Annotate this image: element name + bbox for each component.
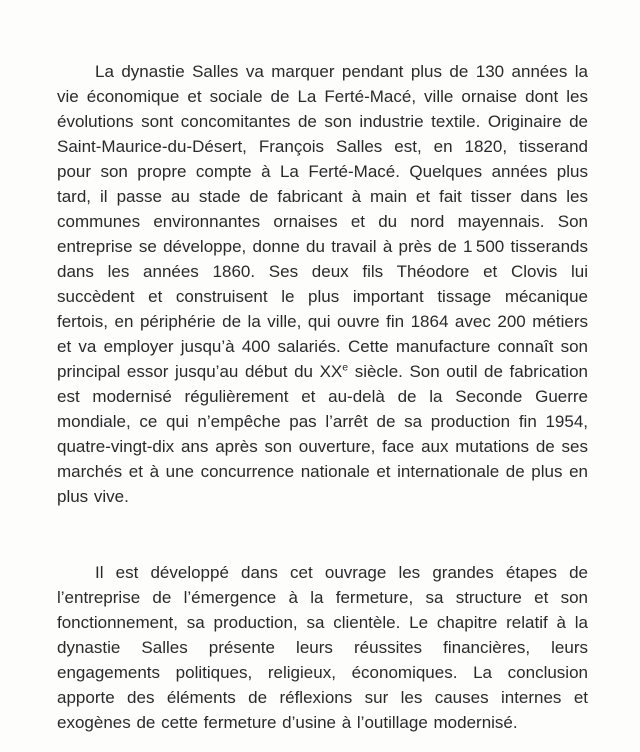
- paragraph-book-summary: Il est développé dans cet ouvrage les grandes étapes de l’entreprise de l’émergence à la fermeture, sa structure et son fonctionnement, sa production, sa clientèle. Le chapitre relatif à la dynastie Salles présente leurs réussites financières, leurs engagements politiques, religieux, économiques. La conclusion apporte des éléments de réflexions sur les causes internes et exogènes de cette fermeture d’usine à l’outillage modernisé.: [57, 563, 588, 732]
- century-ordinal-superscript: e: [342, 361, 349, 374]
- paragraph-company-history-text-a: La dynastie Salles va marquer pendant plus de 130 années la vie économique et sociale de La Ferté-Macé, ville ornaise dont les évolutions sont concomitantes de son industrie textile. Originaire de Saint-Maurice-du-Désert, François Salles est, en 1820, tisserand pour son propre compte à La Ferté-Macé. Quelques années plus tard, il passe au stade de fabricant à main et fait tisser dans les communes environnantes ornaises et du nord mayennais. Son entreprise se développe, donne du travail à près de 1 500 tisserands dans les années 1860. Ses deux fils Théodore et Clovis lui succèdent et construisent le plus important tissage mécanique fertois, en périphérie de la ville, qui ouvre fin 1864 avec 200 métiers et va employer jusqu’à 400 salariés. Cette manufacture connaît son principal essor jusqu’au début du XX: [57, 62, 588, 381]
- paragraph-company-history: [57, 59, 588, 509]
- paragraph-company-history-text-b: siècle. Son outil de fabrication est modernisé régulièrement et au-delà de la Seconde Guerre mondiale, ce qui n’empêche pas l’arrêt de sa production fin 1954, quatre-vingt-dix ans après son ouverture, face aux mutations de ses marchés et à une concurrence nationale et internationale de plus en plus vive.: [57, 362, 588, 506]
